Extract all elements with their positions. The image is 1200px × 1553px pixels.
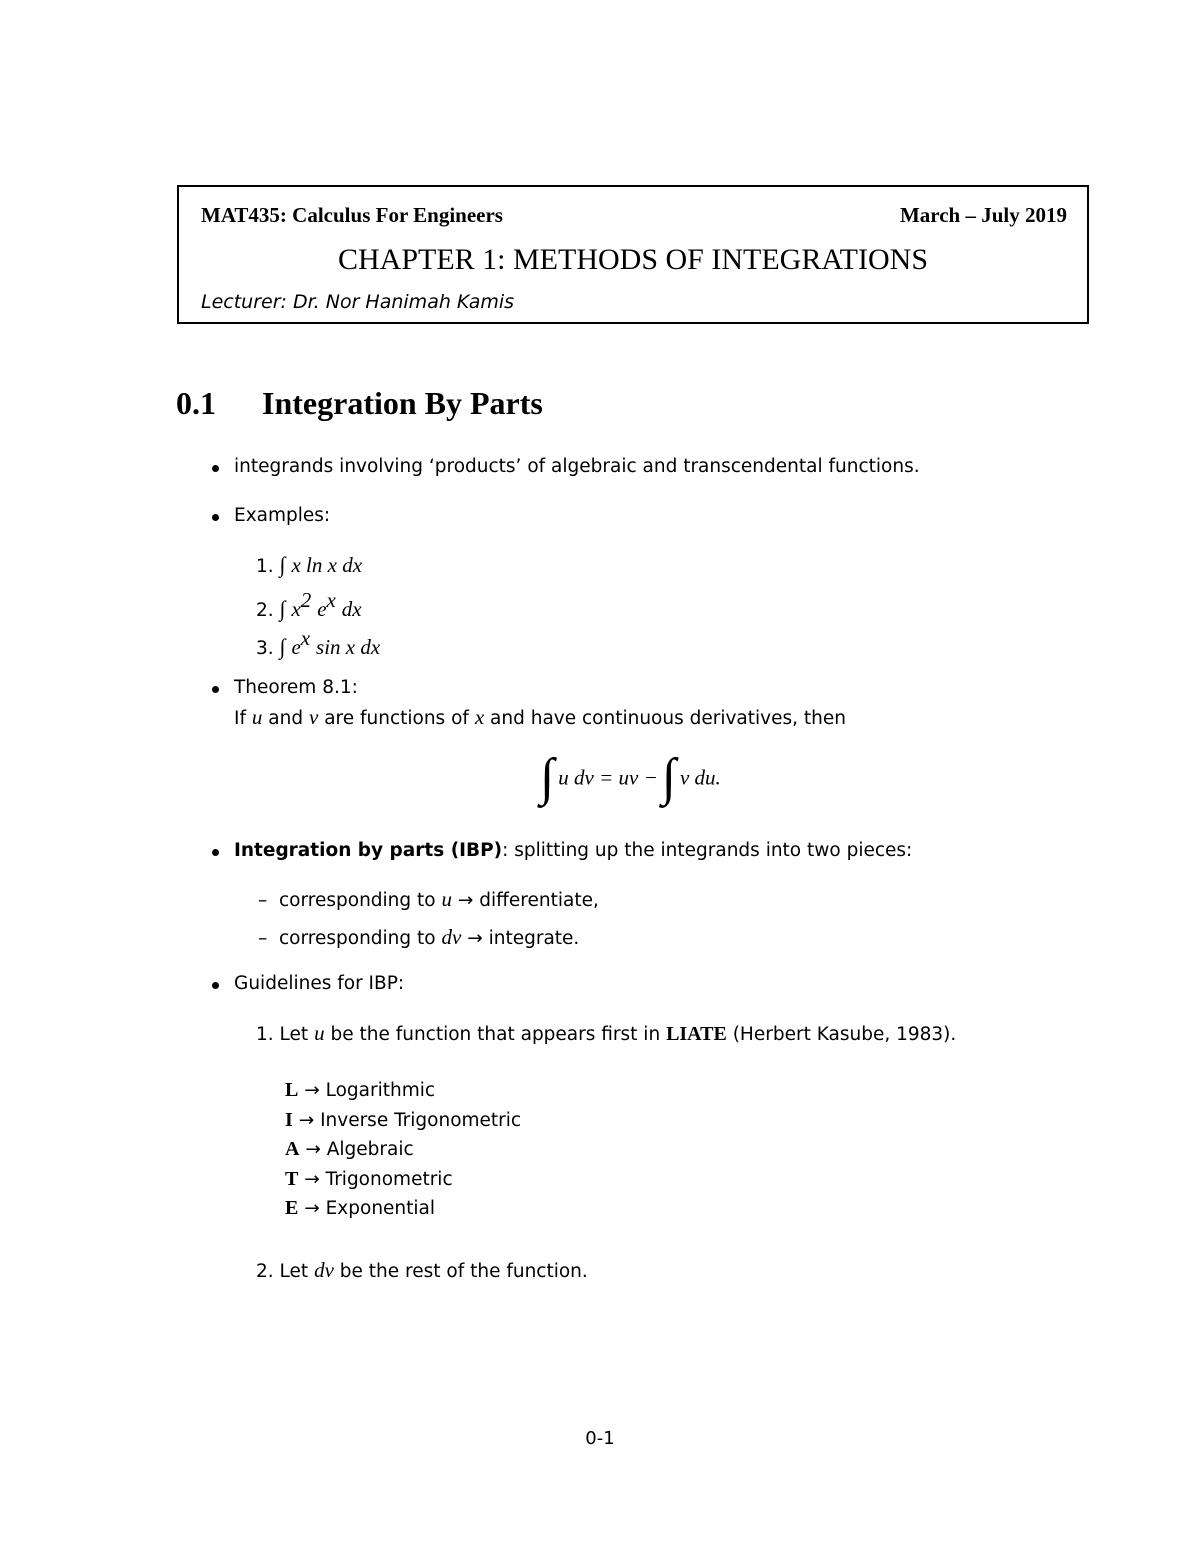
ibp-formula bbox=[540, 748, 721, 808]
section-heading bbox=[176, 385, 543, 422]
liate-row bbox=[285, 1194, 521, 1224]
guideline-item bbox=[256, 1021, 956, 1046]
math-variable: u bbox=[251, 705, 263, 729]
text: and have continuous derivatives, then bbox=[490, 708, 846, 729]
bullet-dot bbox=[212, 982, 219, 989]
item-number: 2. bbox=[256, 1261, 274, 1282]
course-dates: March – July 2019 bbox=[899, 203, 1067, 227]
item-number: 1. bbox=[256, 1024, 274, 1045]
liate-letter: T bbox=[285, 1167, 299, 1190]
bullet-guidelines: Guidelines for IBP: bbox=[234, 973, 405, 994]
math-expression: dx bbox=[341, 597, 362, 622]
integral-sign: ∫ bbox=[540, 749, 555, 806]
integral-sign: ∫ bbox=[279, 634, 286, 660]
liate-meaning: → Algebraic bbox=[305, 1139, 414, 1160]
formula-rhs: v du. bbox=[679, 765, 721, 790]
liate-meaning: → Inverse Trigonometric bbox=[298, 1109, 522, 1131]
text: Let bbox=[279, 1261, 309, 1282]
theorem-statement bbox=[234, 705, 846, 730]
math-variable: x bbox=[291, 597, 301, 622]
exponent: x bbox=[326, 588, 336, 612]
math-expression: sin x dx bbox=[316, 635, 381, 660]
bullet-dot bbox=[212, 514, 219, 521]
example-item bbox=[256, 628, 380, 660]
math-variable: e bbox=[291, 635, 301, 660]
text: be the function that appears first in bbox=[330, 1024, 661, 1045]
liate-letter: E bbox=[285, 1197, 299, 1219]
liate-row bbox=[285, 1106, 521, 1136]
chapter-title: CHAPTER 1: METHODS OF INTEGRATIONS bbox=[337, 243, 929, 276]
text: corresponding to bbox=[279, 928, 436, 949]
sub-item bbox=[258, 925, 579, 950]
section-title: Integration By Parts bbox=[262, 385, 543, 421]
example-number: 1. bbox=[256, 556, 274, 577]
text: corresponding to bbox=[279, 890, 436, 911]
liate-list bbox=[285, 1076, 521, 1224]
math-variable: x bbox=[474, 705, 485, 729]
example-item bbox=[256, 552, 362, 578]
theorem-title: Theorem 8.1: bbox=[234, 677, 358, 698]
liate-meaning: → Exponential bbox=[304, 1198, 436, 1219]
bullet-examples: Examples: bbox=[234, 505, 331, 526]
liate-row bbox=[285, 1165, 521, 1195]
integral-sign: ∫ bbox=[661, 749, 676, 806]
text: → integrate. bbox=[467, 928, 580, 949]
math-variable: dv bbox=[441, 925, 462, 949]
liate-meaning: → Logarithmic bbox=[304, 1080, 436, 1101]
page-number: 0-1 bbox=[585, 1428, 615, 1449]
liate-letter: I bbox=[285, 1108, 293, 1131]
integral-sign: ∫ bbox=[279, 596, 286, 622]
bullet-products: integrands involving ‘products’ of algebraic and transcendental functions. bbox=[234, 456, 920, 477]
formula-lhs: u dv = uv − bbox=[558, 765, 658, 790]
liate-letter: A bbox=[285, 1138, 300, 1160]
math-variable: v bbox=[308, 705, 319, 729]
text: (Herbert Kasube, 1983). bbox=[732, 1024, 957, 1045]
dash: – bbox=[258, 928, 268, 949]
exponent: x bbox=[300, 626, 311, 650]
exponent: 2 bbox=[300, 588, 312, 612]
integral-sign: ∫ bbox=[279, 552, 286, 577]
bullet-dot bbox=[212, 849, 219, 856]
sub-item bbox=[258, 887, 599, 912]
example-expression: x ln x dx bbox=[291, 553, 363, 577]
text: are functions of bbox=[324, 708, 469, 729]
math-variable: e bbox=[317, 597, 327, 622]
liate-term: LIATE bbox=[666, 1023, 727, 1045]
bullet-dot bbox=[212, 465, 219, 472]
text: Let bbox=[279, 1024, 309, 1045]
lecturer-name: Lecturer: Dr. Nor Hanimah Kamis bbox=[201, 291, 515, 313]
section-number: 0.1 bbox=[176, 385, 216, 421]
math-variable: u bbox=[314, 1021, 325, 1045]
example-number: 2. bbox=[256, 600, 274, 622]
liate-row bbox=[285, 1076, 521, 1106]
text: be the rest of the function. bbox=[339, 1261, 588, 1282]
course-header-box bbox=[177, 185, 1089, 324]
liate-meaning: → Trigonometric bbox=[304, 1168, 453, 1190]
ibp-definition bbox=[234, 840, 912, 861]
text: : splitting up the integrands into two pieces: bbox=[502, 840, 913, 861]
course-title: MAT435: Calculus For Engineers bbox=[201, 203, 503, 227]
math-variable: u bbox=[441, 887, 452, 911]
text: → differentiate, bbox=[457, 890, 599, 911]
guideline-item bbox=[256, 1258, 588, 1283]
liate-letter: L bbox=[285, 1079, 299, 1101]
example-number: 3. bbox=[256, 638, 274, 660]
text: and bbox=[268, 708, 304, 729]
example-item bbox=[256, 590, 362, 622]
dash: – bbox=[258, 890, 268, 911]
math-variable: dv bbox=[314, 1258, 334, 1282]
bullet-dot bbox=[212, 686, 219, 693]
liate-row bbox=[285, 1135, 521, 1165]
text: If bbox=[234, 708, 246, 729]
ibp-term: Integration by parts (IBP) bbox=[234, 840, 503, 861]
